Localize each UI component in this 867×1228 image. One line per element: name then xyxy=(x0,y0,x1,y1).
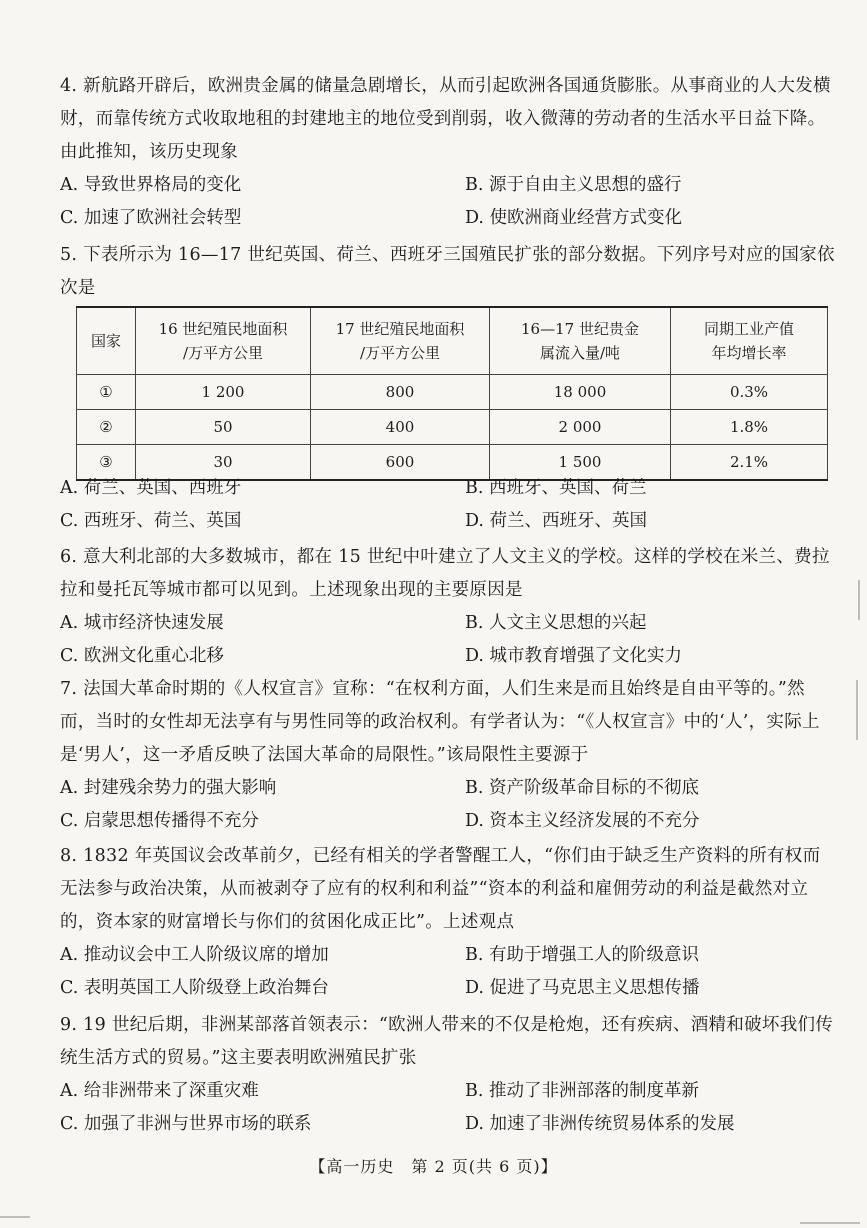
option-d[interactable]: D. 加速了非洲传统贸易体系的发展 xyxy=(465,1114,735,1134)
table-cell: 1.8% xyxy=(671,410,828,445)
question-9-stem: 9. 19 世纪后期，非洲某部落首领表示：“欧洲人带来的不仅是枪炮，还有疾病、酒精和破坏我们传统生活方式的贸易。”这主要表明欧洲殖民扩张 xyxy=(60,1015,834,1068)
question-5 xyxy=(60,239,838,305)
question-4-options xyxy=(60,169,838,235)
table-cell: 50 xyxy=(136,410,311,445)
question-5-options xyxy=(60,472,838,538)
scan-edge-mark xyxy=(856,680,858,740)
option-b[interactable]: B. 人文主义思想的兴起 xyxy=(465,613,647,633)
table-cell: ② xyxy=(77,410,136,445)
table-header: 同期工业产值 年均增长率 xyxy=(671,307,828,375)
option-c[interactable]: C. 欧洲文化重心北移 xyxy=(60,646,224,666)
table-header-row xyxy=(77,307,828,375)
question-7 xyxy=(60,673,838,838)
table-header: 国家 xyxy=(77,307,136,375)
table-cell: 600 xyxy=(311,445,490,481)
table-row xyxy=(77,410,828,445)
question-4 xyxy=(60,70,838,235)
table-cell: 30 xyxy=(136,445,311,481)
option-b[interactable]: B. 有助于增强工人的阶级意识 xyxy=(465,945,699,965)
question-8-options xyxy=(60,939,838,1005)
option-a[interactable]: A. 导致世界格局的变化 xyxy=(60,175,242,195)
question-8 xyxy=(60,840,838,1005)
option-d[interactable]: D. 促进了马克思主义思想传播 xyxy=(465,978,700,998)
table-cell: 400 xyxy=(311,410,490,445)
question-6 xyxy=(60,541,838,673)
option-c[interactable]: C. 加强了非洲与世界市场的联系 xyxy=(60,1114,312,1134)
table-cell: 800 xyxy=(311,375,490,410)
option-c[interactable]: C. 启蒙思想传播得不充分 xyxy=(60,811,259,831)
question-4-stem: 4. 新航路开辟后，欧洲贵金属的储量急剧增长，从而引起欧洲各国通货膨胀。从事商业的人大发横财，而靠传统方式收取地租的封建地主的地位受到削弱，收入微薄的劳动者的生活水平日益下降。由此推知，该历史现象 xyxy=(60,76,831,162)
option-c[interactable]: C. 西班牙、荷兰、英国 xyxy=(60,511,242,531)
option-a[interactable]: A. 城市经济快速发展 xyxy=(60,613,224,633)
question-7-stem: 7. 法国大革命时期的《人权宣言》宣称：“在权利方面，人们生来是而且始终是自由平等的。”然而，当时的女性却无法享有与男性同等的政治权利。有学者认为：“《人权宣言》中的‘人’，实际上是‘男人’，这一矛盾反映了法国大革命的局限性。”该局限性主要源于 xyxy=(60,679,820,765)
option-d[interactable]: D. 使欧洲商业经营方式变化 xyxy=(465,208,683,228)
question-7-options xyxy=(60,772,838,838)
option-a[interactable]: A. 给非洲带来了深重灾难 xyxy=(60,1081,259,1101)
table-cell: 1 500 xyxy=(490,445,671,481)
table-cell: 2 000 xyxy=(490,410,671,445)
table-cell: ③ xyxy=(77,445,136,481)
option-d[interactable]: D. 资本主义经济发展的不充分 xyxy=(465,811,700,831)
option-b[interactable]: B. 西班牙、英国、荷兰 xyxy=(465,478,647,498)
option-d[interactable]: D. 荷兰、西班牙、英国 xyxy=(465,511,648,531)
table-cell: 0.3% xyxy=(671,375,828,410)
option-b[interactable]: B. 资产阶级革命目标的不彻底 xyxy=(465,778,699,798)
table-cell: 1 200 xyxy=(136,375,311,410)
table-cell: 18 000 xyxy=(490,375,671,410)
option-c[interactable]: C. 加速了欧洲社会转型 xyxy=(60,208,242,228)
colonial-data-table xyxy=(76,306,828,481)
option-b[interactable]: B. 源于自由主义思想的盛行 xyxy=(465,175,682,195)
question-5-stem: 5. 下表所示为 16—17 世纪英国、荷兰、西班牙三国殖民扩张的部分数据。下列序号对应的国家依次是 xyxy=(60,245,835,298)
scan-edge-mark xyxy=(0,1216,30,1218)
page-footer: 【高一历史 第 2 页(共 6 页)】 xyxy=(309,1157,558,1176)
option-d[interactable]: D. 城市教育增强了文化实力 xyxy=(465,646,683,666)
option-a[interactable]: A. 推动议会中工人阶级议席的增加 xyxy=(60,945,329,965)
table-header: 16 世纪殖民地面积 /万平方公里 xyxy=(136,307,311,375)
option-a[interactable]: A. 荷兰、英国、西班牙 xyxy=(60,478,242,498)
table-header: 16—17 世纪贵金 属流入量/吨 xyxy=(490,307,671,375)
table-cell: ① xyxy=(77,375,136,410)
question-8-stem: 8. 1832 年英国议会改革前夕，已经有相关的学者警醒工人，“你们由于缺乏生产资料的所有权而无法参与政治决策，从而被剥夺了应有的权利和利益”“资本的利益和雇佣劳动的利益是截然对立的，资本家的财富增长与你们的贫困化成正比”。上述观点 xyxy=(60,846,821,932)
option-c[interactable]: C. 表明英国工人阶级登上政治舞台 xyxy=(60,978,329,998)
scan-edge-mark xyxy=(800,1222,860,1224)
question-5-options-block xyxy=(60,472,838,538)
question-6-options xyxy=(60,607,838,673)
option-b[interactable]: B. 推动了非洲部落的制度革新 xyxy=(465,1081,699,1101)
table-header: 17 世纪殖民地面积 /万平方公里 xyxy=(311,307,490,375)
table-cell: 2.1% xyxy=(671,445,828,481)
option-a[interactable]: A. 封建残余势力的强大影响 xyxy=(60,778,277,798)
question-9 xyxy=(60,1009,838,1141)
scan-edge-mark xyxy=(858,580,860,620)
table-row xyxy=(77,375,828,410)
question-6-stem: 6. 意大利北部的大多数城市，都在 15 世纪中叶建立了人文主义的学校。这样的学校在米兰、费拉拉和曼托瓦等城市都可以见到。上述现象出现的主要原因是 xyxy=(60,547,830,600)
question-9-options xyxy=(60,1075,838,1141)
